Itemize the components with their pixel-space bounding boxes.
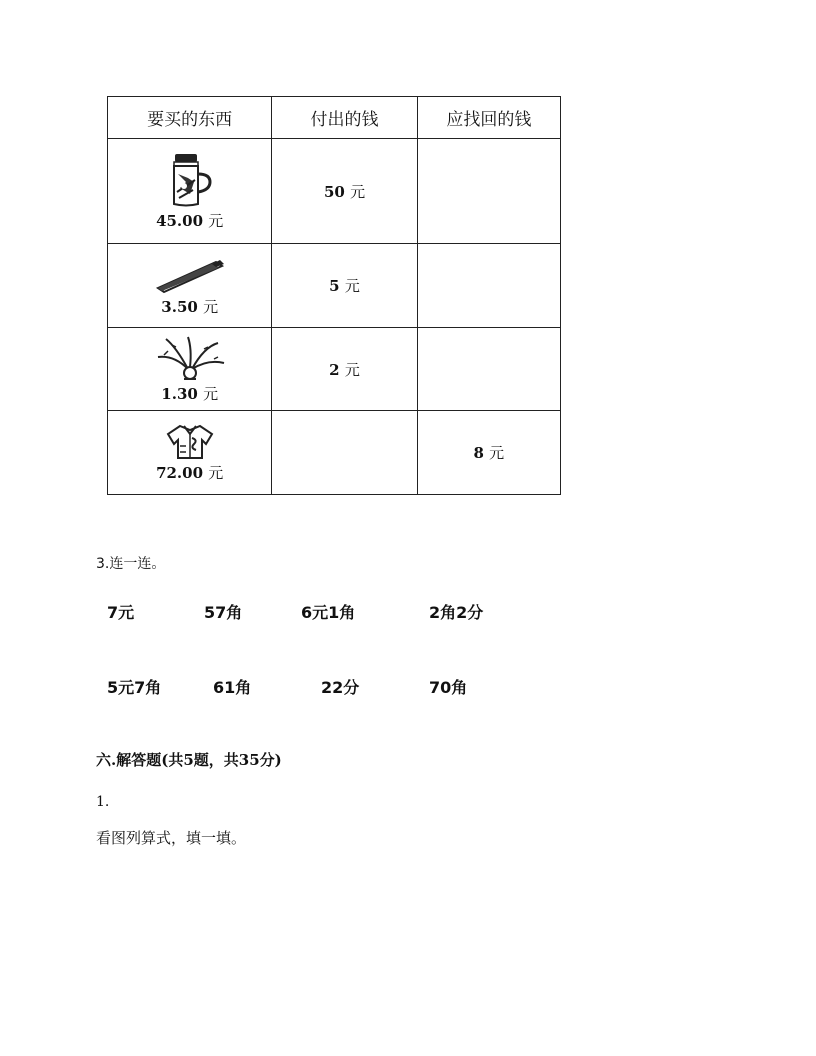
change-cell [417,411,560,495]
price-unit: 元 [203,384,219,403]
price-value: 1.30 [161,384,198,403]
question-number: 1. [96,794,110,810]
question-instruction: 看图列算式，填一填。 [96,829,247,847]
paid-cell [272,244,417,328]
question-3-title: 3.连一连。 [96,556,166,572]
price-label [161,383,218,404]
match-item-bottom[interactable]: 70角 [429,678,468,697]
match-item-bottom[interactable]: 5元7角 [107,678,162,697]
thermos-bottle-icon [166,152,214,208]
shirt-icon [162,422,218,460]
header-change: 应找回的钱 [417,97,560,139]
price-unit: 元 [208,464,224,482]
price-label [156,210,223,231]
match-item-top[interactable]: 2角2分 [429,603,484,622]
item-cell [108,411,272,495]
paid-value: 5 [329,277,340,295]
item-cell [108,328,272,411]
table-header-row [108,97,561,139]
shuttlecock-icon [154,335,226,381]
change-unit: 元 [489,444,505,462]
paid-unit: 元 [344,360,360,379]
header-item: 要买的东西 [108,97,272,139]
item-cell [108,244,272,328]
price-value: 3.50 [161,298,198,316]
paid-unit: 元 [350,182,366,201]
match-item-bottom[interactable]: 22分 [321,678,360,697]
match-item-top[interactable]: 6元1角 [301,603,356,622]
price-label [156,462,223,483]
paid-value: 50 [323,182,345,201]
change-cell[interactable] [417,139,560,244]
match-item-top[interactable]: 57角 [204,603,243,622]
table-row [108,139,561,244]
table-row [108,411,561,495]
paid-cell [272,139,417,244]
change-cell[interactable] [417,328,560,411]
price-value: 45.00 [156,211,204,230]
change-cell[interactable] [417,244,560,328]
price-value: 72.00 [156,464,204,482]
table-row [108,244,561,328]
table-row [108,328,561,411]
item-cell [108,139,272,244]
paid-unit: 元 [344,277,360,295]
price-label [161,296,218,317]
shopping-table [107,96,561,495]
change-value: 8 [473,444,484,462]
section-6-title: 六.解答题(共5题，共35分) [96,751,282,769]
header-paid: 付出的钱 [272,97,417,139]
match-item-top[interactable]: 7元 [107,603,135,622]
price-unit: 元 [208,211,224,230]
pen-icon [154,254,226,294]
paid-value: 2 [329,360,340,379]
paid-cell[interactable] [272,411,417,495]
paid-cell [272,328,417,411]
match-item-bottom[interactable]: 61角 [213,678,252,697]
price-unit: 元 [203,298,219,316]
